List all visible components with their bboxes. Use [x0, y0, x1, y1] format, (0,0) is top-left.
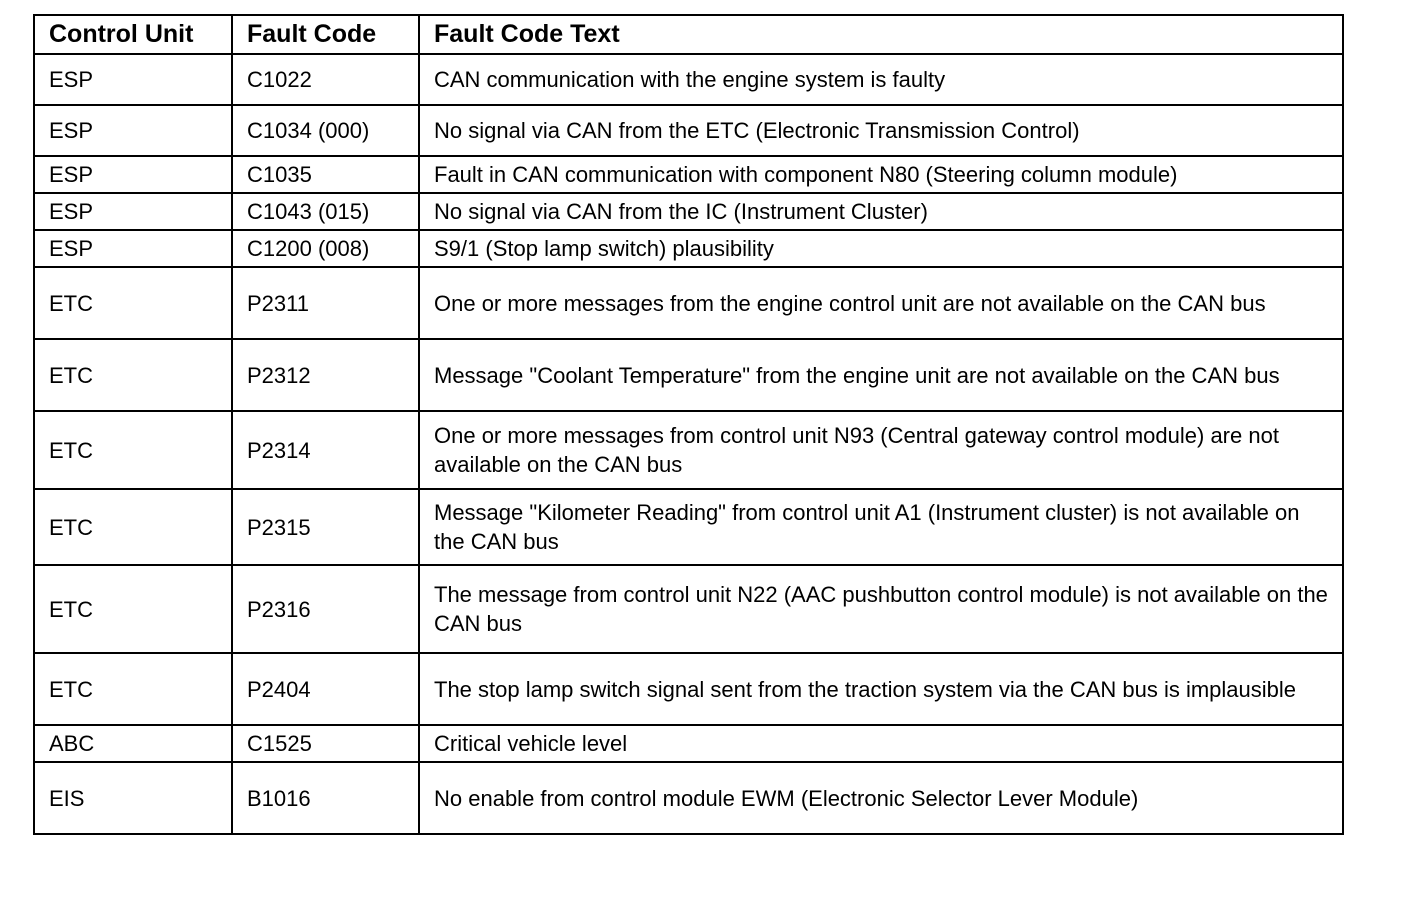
cell-control-unit: ABC	[34, 725, 232, 762]
cell-fault-code-text: Message "Kilometer Reading" from control unit A1 (Instrument cluster) is not available on the CAN bus	[419, 489, 1343, 565]
header-control-unit: Control Unit	[34, 15, 232, 54]
cell-fault-code-text: One or more messages from the engine control unit are not available on the CAN bus	[419, 267, 1343, 339]
cell-fault-code: C1034 (000)	[232, 105, 419, 156]
cell-fault-code: P2314	[232, 411, 419, 489]
table-row	[34, 267, 1343, 339]
cell-fault-code-text: Critical vehicle level	[419, 725, 1343, 762]
cell-fault-code-text: No enable from control module EWM (Electronic Selector Lever Module)	[419, 762, 1343, 834]
cell-control-unit: ESP	[34, 156, 232, 193]
table-row	[34, 339, 1343, 411]
table-row	[34, 230, 1343, 267]
cell-control-unit: ETC	[34, 653, 232, 725]
cell-fault-code-text: No signal via CAN from the IC (Instrument Cluster)	[419, 193, 1343, 230]
fault-code-table	[33, 14, 1344, 835]
cell-control-unit: ETC	[34, 267, 232, 339]
cell-fault-code: P2311	[232, 267, 419, 339]
table-row	[34, 54, 1343, 105]
cell-fault-code: C1525	[232, 725, 419, 762]
cell-fault-code: P2315	[232, 489, 419, 565]
cell-fault-code: C1200 (008)	[232, 230, 419, 267]
cell-control-unit: EIS	[34, 762, 232, 834]
header-fault-code: Fault Code	[232, 15, 419, 54]
cell-fault-code-text: Fault in CAN communication with component N80 (Steering column module)	[419, 156, 1343, 193]
table-row	[34, 411, 1343, 489]
cell-control-unit: ESP	[34, 54, 232, 105]
table-row	[34, 156, 1343, 193]
cell-control-unit: ESP	[34, 193, 232, 230]
table-row	[34, 725, 1343, 762]
cell-fault-code-text: No signal via CAN from the ETC (Electronic Transmission Control)	[419, 105, 1343, 156]
cell-fault-code: P2316	[232, 565, 419, 653]
table-row	[34, 105, 1343, 156]
header-fault-code-text: Fault Code Text	[419, 15, 1343, 54]
cell-fault-code-text: S9/1 (Stop lamp switch) plausibility	[419, 230, 1343, 267]
cell-fault-code-text: CAN communication with the engine system is faulty	[419, 54, 1343, 105]
cell-fault-code-text: The message from control unit N22 (AAC pushbutton control module) is not available on the CAN bus	[419, 565, 1343, 653]
table-row	[34, 565, 1343, 653]
cell-fault-code-text: Message "Coolant Temperature" from the engine unit are not available on the CAN bus	[419, 339, 1343, 411]
cell-control-unit: ETC	[34, 411, 232, 489]
cell-control-unit: ETC	[34, 339, 232, 411]
cell-fault-code: P2312	[232, 339, 419, 411]
table-row	[34, 489, 1343, 565]
table-row	[34, 653, 1343, 725]
cell-fault-code: P2404	[232, 653, 419, 725]
cell-fault-code-text: The stop lamp switch signal sent from the traction system via the CAN bus is implausible	[419, 653, 1343, 725]
cell-control-unit: ESP	[34, 230, 232, 267]
table-header-row	[34, 15, 1343, 54]
table-row	[34, 762, 1343, 834]
cell-fault-code: C1022	[232, 54, 419, 105]
cell-control-unit: ETC	[34, 565, 232, 653]
cell-fault-code: C1043 (015)	[232, 193, 419, 230]
cell-control-unit: ESP	[34, 105, 232, 156]
cell-control-unit: ETC	[34, 489, 232, 565]
cell-fault-code-text: One or more messages from control unit N93 (Central gateway control module) are not available on the CAN bus	[419, 411, 1343, 489]
table-row	[34, 193, 1343, 230]
cell-fault-code: C1035	[232, 156, 419, 193]
cell-fault-code: B1016	[232, 762, 419, 834]
